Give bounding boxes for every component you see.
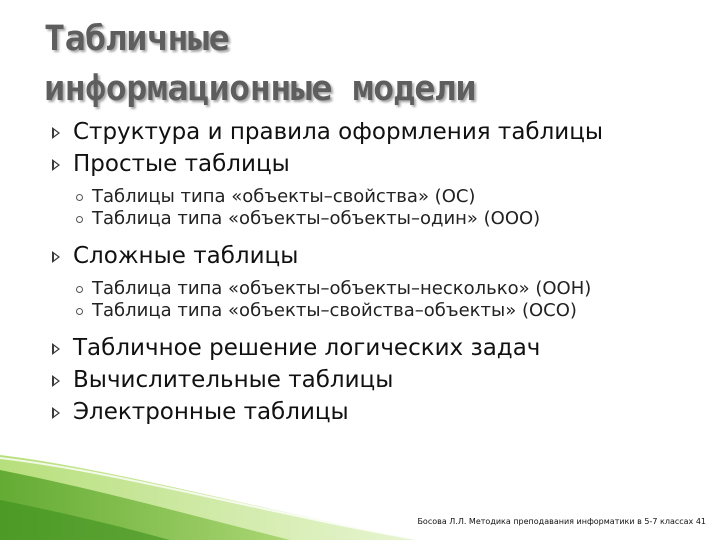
- circle-bullet-icon: [76, 216, 83, 223]
- list-item: [52, 332, 712, 364]
- sub-list: [52, 278, 712, 322]
- title-line-2: информационные модели: [44, 69, 477, 109]
- title-line-1: Табличные: [44, 19, 230, 59]
- sub-list-item: [76, 278, 712, 300]
- list-item-label: Сложные таблицы: [73, 243, 299, 269]
- sub-item-label: Таблица типа «объекты–объекты–несколько» (ООН): [92, 278, 592, 299]
- arrow-bullet-icon: [52, 343, 60, 355]
- sub-item-label: Таблицы типа «объекты–свойства» (ОС): [92, 186, 476, 207]
- sub-list-item: [76, 300, 712, 322]
- footer-caption: Босова Л.Л. Методика преподавания информатики в 5-7 классах 41: [417, 517, 706, 526]
- list-item: [52, 116, 712, 148]
- sub-list-item: [76, 208, 712, 230]
- sub-item-label: Таблица типа «объекты–объекты–один» (ООО): [92, 208, 541, 229]
- list-item-label: Электронные таблицы: [73, 399, 349, 425]
- list-item-label: Структура и правила оформления таблицы: [73, 119, 604, 145]
- arrow-bullet-icon: [52, 251, 60, 263]
- list-item: [52, 240, 712, 272]
- bullet-list: [52, 116, 712, 428]
- list-item: [52, 364, 712, 396]
- circle-bullet-icon: [76, 194, 83, 201]
- list-item: [52, 148, 712, 180]
- arrow-bullet-icon: [52, 159, 60, 171]
- arrow-bullet-icon: [52, 127, 60, 139]
- arrow-bullet-icon: [52, 375, 60, 387]
- list-item: [52, 396, 712, 428]
- list-item-label: Вычислительные таблицы: [73, 367, 394, 393]
- slide-title: [44, 14, 476, 114]
- list-item-label: Простые таблицы: [73, 151, 290, 177]
- circle-bullet-icon: [76, 286, 83, 293]
- sub-item-label: Таблица типа «объекты–свойства–объекты» (ОСО): [92, 300, 577, 321]
- circle-bullet-icon: [76, 308, 83, 315]
- sub-list-item: [76, 186, 712, 208]
- sub-list: [52, 186, 712, 230]
- arrow-bullet-icon: [52, 407, 60, 419]
- list-item-label: Табличное решение логических задач: [73, 335, 541, 361]
